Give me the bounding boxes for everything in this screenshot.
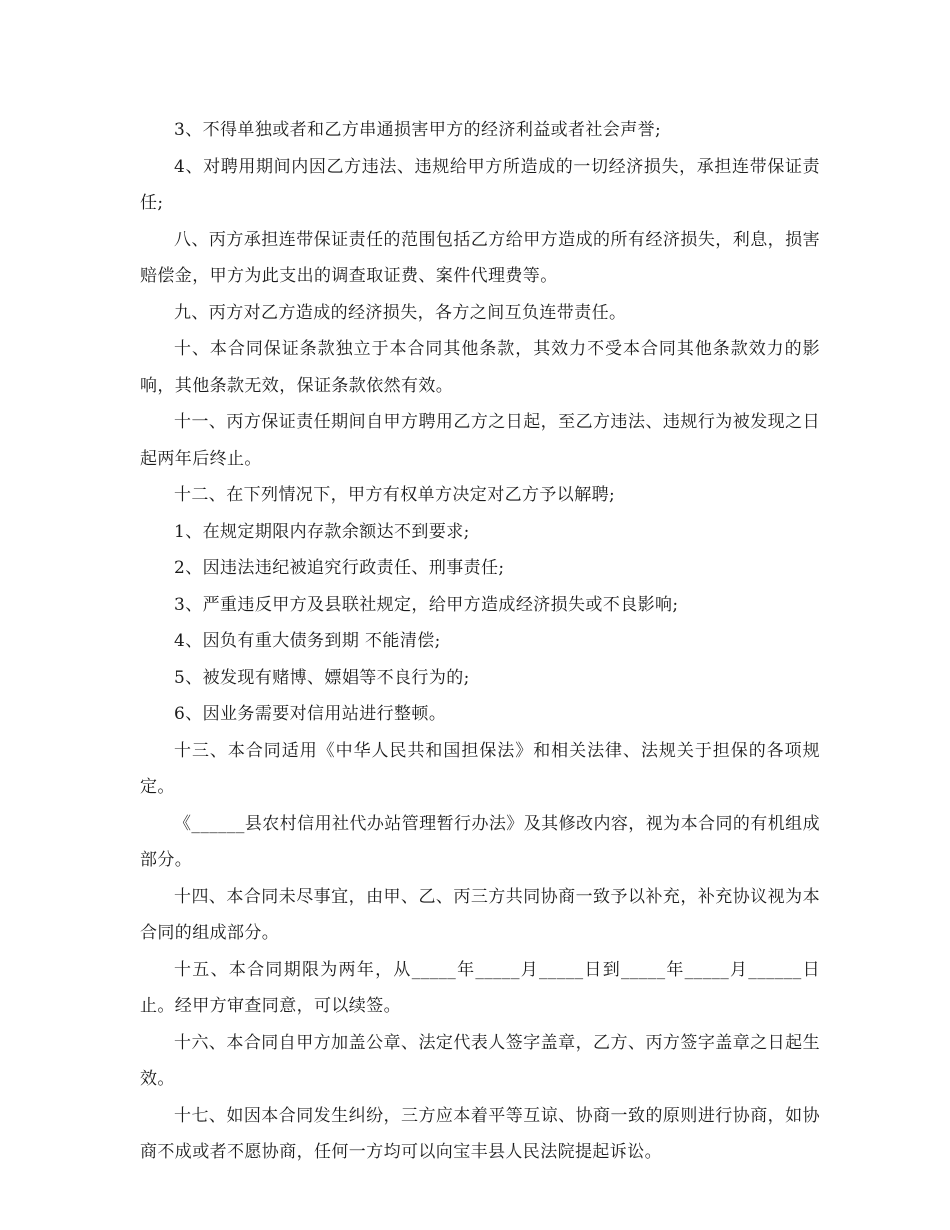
clause-paragraph: 十三、本合同适用《中华人民共和国担保法》和相关法律、法规关于担保的各项规定。 xyxy=(140,740,820,797)
clause-paragraph: 八、丙方承担连带保证责任的范围包括乙方给甲方造成的所有经济损失，利息，损害赔偿金，甲方为此支出的调查取证费、案件代理费等。 xyxy=(140,229,820,286)
clause-paragraph: 4、因负有重大债务到期 不能清偿; xyxy=(174,631,441,651)
clause-paragraph: 十四、本合同未尽事宜，由甲、乙、丙三方共同协商一致予以补充，补充协议视为本合同的组成部分。 xyxy=(140,886,820,943)
clause-paragraph: 九、丙方对乙方造成的经济损失，各方之间互负连带责任。 xyxy=(174,302,627,323)
clause-paragraph: 3、严重违反甲方及县联社规定，给甲方造成经济损失或不良影响; xyxy=(174,594,679,615)
clause-paragraph: 十七、如因本合同发生纠纷，三方应本着平等互谅、协商一致的原则进行协商，如协商不成或者不愿协商，任何一方均可以向宝丰县人民法院提起诉讼。 xyxy=(140,1105,820,1162)
clause-paragraph: 十五、本合同期限为两年，从_____年_____月_____日到_____年_____月______日止。经甲方审查同意，可以续签。 xyxy=(140,959,820,1016)
clause-paragraph: 《______县农村信用社代办站管理暂行办法》及其修改内容，视为本合同的有机组成部分。 xyxy=(140,813,820,870)
clause-paragraph: 2、因违法违纪被追究行政责任、刑事责任; xyxy=(174,558,505,578)
clause-paragraph: 十一、丙方保证责任期间自甲方聘用乙方之日起，至乙方违法、违规行为被发现之日起两年后终止。 xyxy=(140,412,820,469)
contract-body xyxy=(140,112,820,1171)
clause-paragraph: 4、对聘用期间内因乙方违法、违规给甲方所造成的一切经济损失，承担连带保证责任; xyxy=(140,156,820,213)
clause-paragraph: 3、不得单独或者和乙方串通损害甲方的经济利益或者社会声誉; xyxy=(174,120,662,140)
clause-paragraph: 6、因业务需要对信用站进行整顿。 xyxy=(174,704,447,724)
clause-paragraph: 十二、在下列情况下，甲方有权单方决定对乙方予以解聘; xyxy=(174,485,616,505)
clause-paragraph: 1、在规定期限内存款余额达不到要求; xyxy=(174,521,470,542)
clause-paragraph: 十、本合同保证条款独立于本合同其他条款，其效力不受本合同其他条款效力的影响，其他条款无效，保证条款依然有效。 xyxy=(140,339,820,396)
clause-paragraph: 十六、本合同自甲方加盖公章、法定代表人签字盖章，乙方、丙方签字盖章之日起生效。 xyxy=(140,1032,820,1089)
clause-paragraph: 5、被发现有赌博、嫖娼等不良行为的; xyxy=(174,667,470,688)
